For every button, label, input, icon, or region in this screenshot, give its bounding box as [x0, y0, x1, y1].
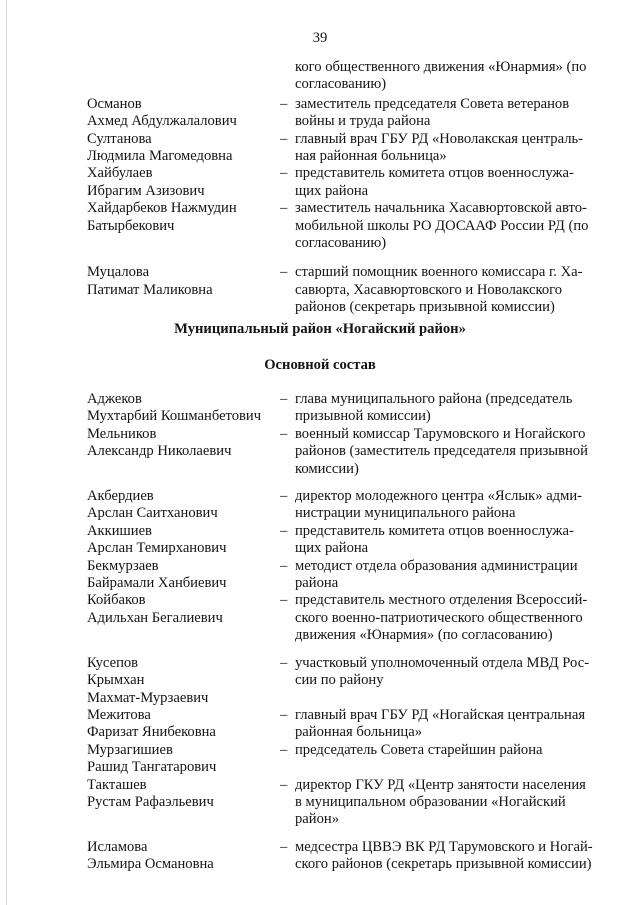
- member-role: представитель местного отделения Всероссий- ского военно-патриотического общественного движения «Юнармия» (по согласованию): [295, 592, 588, 644]
- member-name: Аккишиев Арслан Темирханович: [87, 522, 227, 557]
- member-entry: [87, 523, 612, 558]
- page-number: 39: [312, 30, 328, 46]
- member-role: заместитель председателя Совета ветеранов войны и труда района: [295, 95, 570, 130]
- member-role: председатель Совета старейшин района: [295, 741, 543, 758]
- dash: –: [280, 654, 288, 671]
- member-entry: [87, 200, 612, 252]
- dash: –: [280, 264, 288, 281]
- dash: –: [280, 522, 288, 539]
- member-role: главный врач ГБУ РД «Новолакская централь- ная районная больница»: [295, 130, 583, 165]
- dash: –: [280, 165, 288, 182]
- district-heading: Муниципальный район «Ногайский район»: [174, 321, 466, 337]
- member-entry: [87, 131, 612, 166]
- member-entry: [87, 777, 612, 829]
- dash: –: [280, 425, 288, 442]
- member-name: Акбердиев Арслан Саитханович: [87, 488, 218, 522]
- member-role: представитель комитета отцов военнослужа- щих района: [295, 522, 574, 557]
- member-role: методист отдела образования администрации района: [295, 557, 578, 592]
- commission-list-main: [87, 391, 612, 874]
- member-role: медсестра ЦВВЭ ВК РД Тарумовского и Ногай- ского районов (секретарь призывной комиссии): [295, 838, 593, 873]
- scan-page-edge: [6, 0, 7, 905]
- dash: –: [280, 592, 288, 609]
- dash: –: [280, 200, 288, 217]
- member-entry: [87, 839, 612, 874]
- member-role: заместитель начальника Хасавюртовской авто- мобильной школы РО ДОСААФ России РД (по согласованию): [295, 200, 589, 252]
- member-name: Хайбулаев Ибрагим Азизович: [87, 165, 205, 199]
- member-entry: [87, 426, 612, 478]
- member-entry: [87, 165, 612, 200]
- member-name: Межитова Фаризат Янибековна: [87, 706, 216, 741]
- dash: –: [280, 95, 288, 112]
- member-name: Хайдарбеков Нажмудин Батырбекович: [87, 200, 237, 234]
- member-name: Муцалова Патимат Маликовна: [87, 264, 213, 298]
- dash: –: [280, 776, 288, 793]
- member-role: участковый уполномоченный отдела МВД Рос- сии по району: [295, 654, 590, 689]
- member-name: Такташев Рустам Рафаэльевич: [87, 776, 214, 810]
- dash: –: [280, 488, 288, 505]
- commission-list-top: [87, 59, 612, 317]
- member-name: Султанова Людмила Магомедовна: [87, 130, 233, 165]
- member-role: директор ГКУ РД «Центр занятости населения в муниципальном образовании «Ногайский район»: [295, 776, 586, 828]
- member-entry: [87, 264, 612, 316]
- member-entry: [87, 592, 612, 644]
- member-entry: [87, 655, 612, 707]
- member-name: Османов Ахмед Абдулжалалович: [87, 95, 237, 130]
- continuation-entry: [87, 59, 612, 94]
- dash: –: [280, 741, 288, 758]
- member-name: Бекмурзаев Байрамали Ханбиевич: [87, 557, 227, 592]
- member-entry: [87, 558, 612, 593]
- member-name: Исламова Эльмира Османовна: [87, 838, 214, 873]
- member-name: Мельников Александр Николаевич: [87, 425, 232, 460]
- member-entry: [87, 391, 612, 426]
- member-name: Аджеков Мухтарбий Кошманбетович: [87, 391, 262, 425]
- dash: –: [280, 130, 288, 147]
- main-composition-heading: Основной состав: [264, 357, 376, 373]
- member-role: старший помощник военного комиссара г. Ха- савюрта, Хасавюртовского и Новолакского районов (секретарь призывной комиссии): [295, 264, 583, 316]
- member-name: Койбаков Адильхан Бегалиевич: [87, 592, 223, 626]
- dash: –: [280, 706, 288, 723]
- member-role: военный комиссар Тарумовского и Ногайского районов (заместитель председателя призывной комиссии): [295, 425, 588, 477]
- member-name: Мурзагишиев Рашид Тангатарович: [87, 741, 217, 776]
- continuation-role: кого общественного движения «Юнармия» (по согласованию): [295, 59, 587, 93]
- member-entry: [87, 96, 612, 131]
- dash: –: [280, 838, 288, 855]
- member-role: глава муниципального района (председатель призывной комиссии): [295, 391, 573, 425]
- member-entry: [87, 488, 612, 523]
- member-role: главный врач ГБУ РД «Ногайская центральная районная больница»: [295, 706, 586, 741]
- member-name: Кусепов Крымхан Махмат-Мурзаевич: [87, 654, 209, 706]
- dash: –: [280, 557, 288, 574]
- dash: –: [280, 391, 288, 407]
- member-entry: [87, 742, 612, 777]
- member-role: представитель комитета отцов военнослужа- щих района: [295, 165, 574, 199]
- member-role: директор молодежного центра «Яслык» адми- нистрации муниципального района: [295, 488, 583, 522]
- member-entry: [87, 707, 612, 742]
